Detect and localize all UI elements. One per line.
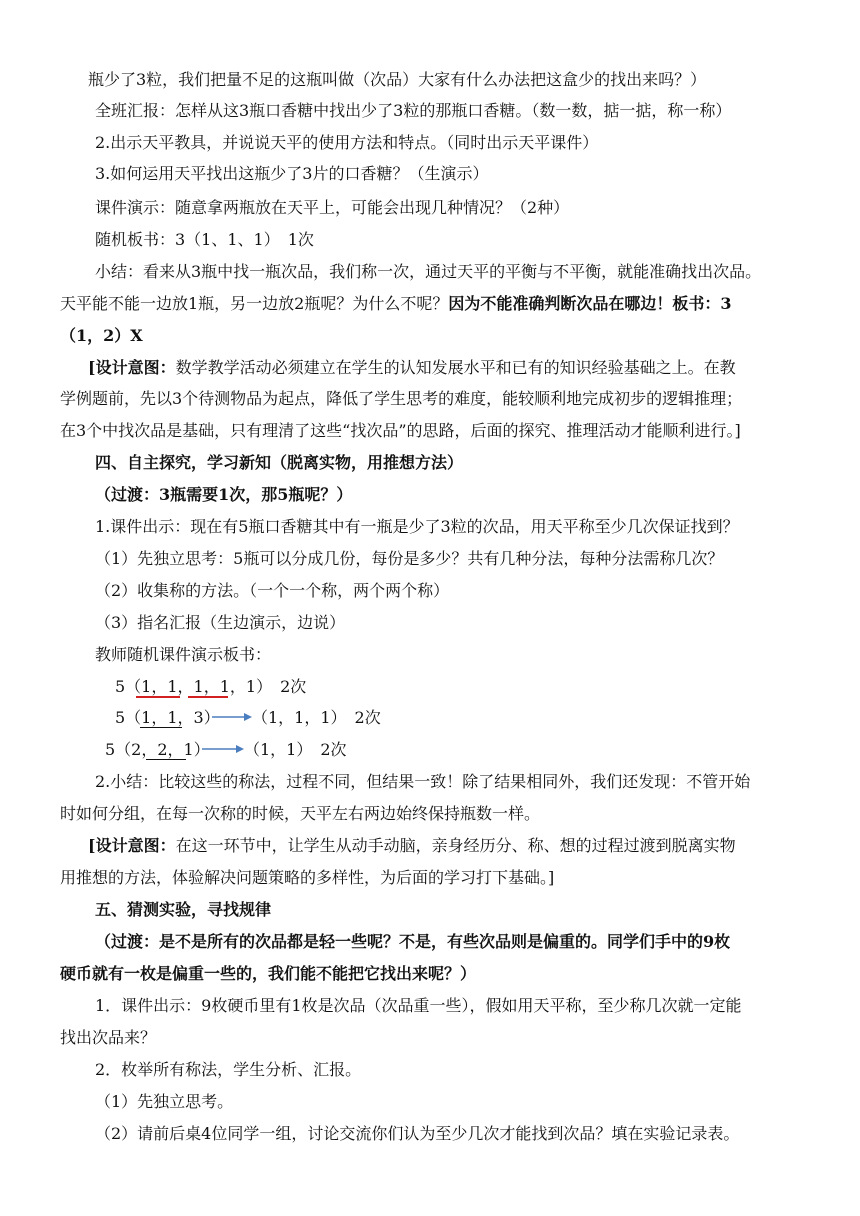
para-line [60, 292, 732, 316]
para-line: 1.课件出示：现在有5瓶口香糖其中有一瓶是少了3粒的次品，用天平称至少几次保证找到？ [95, 517, 739, 536]
board-line: 5（1，1，3） [115, 708, 220, 727]
para-line: （3）指名汇报（生边演示，边说） [95, 613, 346, 632]
para-line: 在3个中找次品是基础，只有理清了这些“找次品”的思路，后面的探究、推理活动才能顺利进行。] [60, 421, 741, 440]
para-line: 2.小结：比较这些的称法，过程不同，但结果一致！除了结果相同外，我们还发现：不管开始 [95, 772, 751, 791]
bold-text: 因为不能准确判断次品在哪边！板书：3 [448, 294, 732, 313]
board-line: （1，1） 2次 [244, 740, 347, 759]
transition-line: （过渡：3瓶需要1次，那5瓶呢？） [95, 485, 353, 504]
para-line: （1）先独立思考。 [95, 1092, 234, 1111]
para-line: 2.出示天平教具，并说说天平的使用方法和特点。（同时出示天平课件） [95, 133, 599, 152]
para-line: （1）先独立思考：5瓶可以分成几份，每份是多少？共有几种分法，每种分法需称几次？ [95, 549, 724, 568]
para-line: 用推想的方法，体验解决问题策略的多样性，为后面的学习打下基础。] [60, 868, 555, 887]
para-line: 2．枚举所有称法，学生分析、汇报。 [95, 1060, 362, 1079]
para-line: 1．课件出示：9枚硬币里有1枚是次品（次品重一些），假如用天平称，至少称几次就一定能 [95, 996, 742, 1015]
para-line: 全班汇报：怎样从这3瓶口香糖中找出少了3粒的那瓶口香糖。（数一数，掂一掂，称一称） [95, 101, 732, 120]
para-line: （2）请前后桌4位同学一组，讨论交流你们认为至少几次才能找到次品？填在实验记录表。 [95, 1124, 740, 1143]
design-intent-line [88, 356, 736, 380]
design-intent-label: [设计意图： [88, 358, 176, 377]
para-line: 随机板书：3（1、1、1） 1次 [95, 230, 314, 249]
para-line: 时如何分组，在每一次称的时候，天平左右两边始终保持瓶数一样。 [60, 804, 541, 823]
board-line: （1，1，1） 2次 [252, 708, 381, 727]
para-line: 瓶少了3粒，我们把量不足的这瓶叫做（次品）大家有什么办法把这盒少的找出来吗？） [88, 70, 707, 89]
underline [146, 759, 186, 760]
para-line: 学例题前，先以3个待测物品为起点，降低了学生思考的难度，能较顺利地完成初步的逻辑推理； [60, 389, 743, 408]
underline [140, 727, 182, 728]
para-line: 课件演示：随意拿两瓶放在天平上，可能会出现几种情况？（2种） [95, 198, 570, 217]
para-line: （1，2）X [60, 326, 143, 345]
design-intent-label: [设计意图： [88, 836, 176, 855]
para-line: 小结：看来从3瓶中找一瓶次品，我们称一次，通过天平的平衡与不平衡，就能准确找出次品。 [95, 262, 762, 281]
design-intent-line [88, 834, 736, 858]
plain-text: 数学教学活动必须建立在学生的认知发展水平和已有的知识经验基础之上。在教 [175, 358, 736, 377]
red-underline [136, 696, 180, 698]
arrow-right-icon [212, 710, 252, 724]
para-line: 教师随机课件演示板书： [95, 645, 272, 664]
transition-line: （过渡：是不是所有的次品都是轻一些呢？不是，有些次品则是偏重的。同学们手中的9枚 [95, 932, 731, 951]
section-heading: 四、自主探究，学习新知（脱离实物，用推想方法） [95, 453, 464, 472]
para-line: 找出次品来？ [60, 1028, 157, 1047]
arrow-right-icon [202, 742, 244, 756]
board-line: 5（1，1，1，1，1） 2次 [115, 677, 307, 696]
transition-line: 硬币就有一枚是偏重一些的，我们能不能把它找出来呢？） [60, 964, 477, 983]
para-line: （2）收集称的方法。（一个一个称，两个两个称） [95, 581, 450, 600]
para-line: 3.如何运用天平找出这瓶少了3片的口香糖？（生演示） [95, 164, 489, 183]
plain-text: 天平能不能一边放1瓶，另一边放2瓶呢？为什么不呢？ [60, 294, 449, 313]
red-underline [188, 696, 228, 698]
plain-text: 在这一环节中，让学生从动手动脑，亲身经历分、称、想的过程过渡到脱离实物 [175, 836, 736, 855]
section-heading: 五、猜测实验，寻找规律 [95, 900, 272, 919]
board-line: 5（2，2，1） [105, 740, 210, 759]
